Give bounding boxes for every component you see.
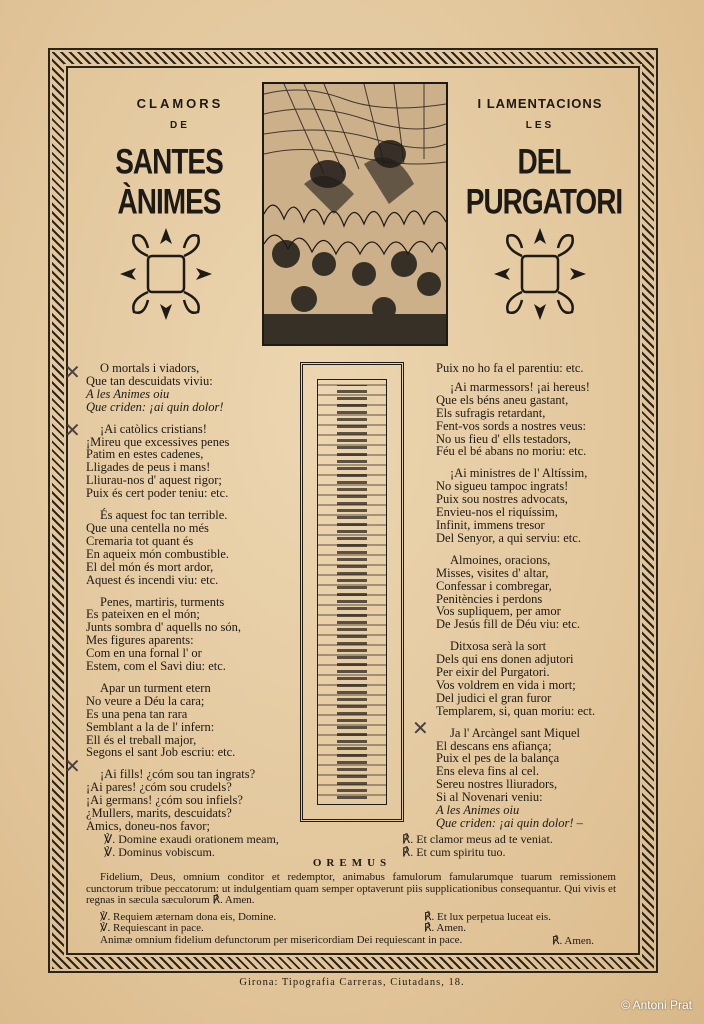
verse-line: Del judici el gran furor <box>436 690 552 705</box>
stanza <box>86 423 296 500</box>
verse-line: Es una pena tan rara <box>86 706 188 721</box>
verse-line: Misses, visites d' altar, <box>436 565 549 580</box>
title-right-mid: LES <box>525 120 555 131</box>
verse-line: Ditxosa serà la sort <box>450 639 547 654</box>
verse-line: Es pateixen en el món; <box>86 607 200 622</box>
verse-line: Que tan descuidats viviu: <box>86 373 213 388</box>
verse-line: No veure a Déu la cara; <box>86 693 205 708</box>
response-1: ℟. Et clamor meus ad te veniat. <box>402 832 553 846</box>
verse-line: Confessar i combregar, <box>436 578 552 593</box>
verse-line: Semblant a la de l' infern: <box>86 719 215 734</box>
verse-line: ¿Mullers, marits, descuidats? <box>86 806 232 821</box>
stanza <box>436 381 636 458</box>
verse-line: Puix és cert poder teniu: etc. <box>86 486 229 501</box>
prayer-text: Fidelium, Deus, omnium conditor et redemptor, animabus famulorum famularumque tuarum remissionem cunctorum tribue peccatorum: ut indulgentiam quam semper optaverunt piis supplicationibus consequantur. Qui vivis et regnas in sæcula sæculorum ℟. Amen. <box>86 871 616 906</box>
response-2: ℟. Et cum spiritu tuo. <box>402 845 506 859</box>
verse-line: Ell és el treball major, <box>86 732 197 747</box>
verse-line: Com en una fornal l' or <box>86 646 202 661</box>
verse-line: Almoines, oracions, <box>450 552 551 567</box>
versicle-2: ℣. Dominus vobiscum. <box>104 845 215 859</box>
poem-right-column <box>436 362 636 839</box>
stanza <box>86 596 296 673</box>
verse-line: Lligades de peus i mans! <box>86 460 211 475</box>
versicle-requiem: ℣. Requiem æternam dona eis, Domine. <box>100 911 277 923</box>
verse-line: Cremaria tot quant és <box>86 533 194 548</box>
oremus-heading: OREMUS <box>312 857 392 869</box>
verse-line: Els sufragis retardant, <box>436 405 546 420</box>
title-left-top: CLAMORS <box>136 96 224 111</box>
verse-line: El del món és mort ardor, <box>86 559 214 574</box>
verse-line: Si al Novenari veniu: <box>436 790 543 805</box>
verse-line: ¡Ai fills! ¿cóm sou tan ingrats? <box>100 767 256 782</box>
stanza <box>436 640 636 717</box>
verse-line: En aqueix món combustible. <box>86 546 230 561</box>
stanza <box>86 768 296 833</box>
verse-line: ¡Mireu que excessives penes <box>86 434 230 449</box>
verse-line: Ja l' Arcàngel sant Miquel <box>450 725 580 740</box>
verse-line: No sigueu tampoc ingrats! <box>436 479 569 494</box>
stanza <box>86 682 296 759</box>
verse-line: Que una centella no més <box>86 520 209 535</box>
verse-line: Puix no ho fa el parentiu: etc. <box>436 361 584 375</box>
verse-line: Patim en estes cadenes, <box>86 447 204 462</box>
title-left-mid: DE <box>170 120 190 131</box>
decorative-pillar <box>300 362 404 822</box>
verse-line: ¡Ai marmessors! ¡ai hereus! <box>450 379 590 394</box>
title-left-big: SANTES ÀNIMES <box>115 142 223 221</box>
response-amen: ℟. Amen. <box>424 922 467 934</box>
verse-line: Infinit, immens tresor <box>436 517 545 532</box>
verse-line: De Jesús fill de Déu viu: etc. <box>436 617 581 632</box>
verse-line: No us fieu d' ells testadors, <box>436 431 571 446</box>
poem-left-column <box>86 362 296 842</box>
verse-line: Que criden: ¡ai quin dolor! <box>86 399 224 414</box>
verse-line: És aquest foc tan terrible. <box>100 508 228 523</box>
verse-line: Fent-vos sords a nostres veus: <box>436 418 586 433</box>
stanza <box>436 727 636 830</box>
stanza <box>86 362 296 414</box>
verse-line: Ens eleva fins al cel. <box>436 764 540 779</box>
handwritten-x-mark: ✕ <box>64 418 81 442</box>
verse-line: Lliurau-nos d' aquest rigor; <box>86 473 222 488</box>
verse-line: A les Animes oiu <box>436 803 520 818</box>
verse-line: A les Animes oiu <box>86 386 170 401</box>
stanza <box>436 554 636 631</box>
verse-line: Penes, martiris, turments <box>100 594 225 609</box>
ornament-right-icon <box>494 228 586 320</box>
verse-line: Del Senyor, a qui serviu: etc. <box>436 530 581 545</box>
verse-line: ¡Ai germans! ¿cóm sou infiels? <box>86 793 243 808</box>
title-right-big: DEL PURGATORI <box>465 142 623 221</box>
verse-line: Vos voldrem en vida i mort; <box>436 677 576 692</box>
stanza <box>436 467 636 544</box>
verse-line: El descans ens afiança; <box>436 738 552 753</box>
verse-line: Penitències i perdons <box>436 591 543 606</box>
title-right-top: I LAMENTACIONS <box>477 96 603 111</box>
stanza <box>86 509 296 586</box>
verse-line: Aquest és incendi viu: etc. <box>86 572 219 587</box>
verse-line: Apar un turment etern <box>100 680 211 695</box>
verse-line: O mortals i viadors, <box>100 361 200 375</box>
verse-line: ¡Ai catòlics cristians! <box>100 421 207 436</box>
pillar-vine-ornament <box>337 385 367 799</box>
versicle-1: ℣. Domine exaudi orationem meam, <box>104 832 279 846</box>
photo-credit: © Antoni Prat <box>621 998 692 1012</box>
stanza <box>436 362 636 375</box>
verse-line: Vos supliquem, per amor <box>436 604 561 619</box>
handwritten-x-mark: ✕ <box>412 716 429 740</box>
verse-line: Junts sombra d' aquells no són, <box>86 620 242 635</box>
verse-line: Estem, com el Savi diu: etc. <box>86 659 226 674</box>
versicle-requiescant: ℣. Requiescant in pace. <box>100 922 204 934</box>
verse-line: Dels qui ens donen adjutori <box>436 652 574 667</box>
verse-line: Puix el pes de la balança <box>436 751 560 766</box>
verse-line: Templarem, si, quan moriu: ect. <box>436 703 596 718</box>
verse-line: ¡Ai pares! ¿cóm sou crudels? <box>86 780 232 795</box>
handwritten-x-mark: ✕ <box>64 360 81 384</box>
handwritten-x-mark: ✕ <box>64 754 81 778</box>
verse-line: Puix sou nostres advocats, <box>436 492 568 507</box>
printer-imprint: Girona: Tipografia Carreras, Ciutadans, 18. <box>239 977 465 988</box>
verse-line: Féu el bé abans no moriu: etc. <box>436 444 587 459</box>
woodcut-souls-in-purgatory-image <box>262 82 448 346</box>
verse-line: Amics, doneu-nos favor; <box>86 819 210 833</box>
verse-line: ¡Ai ministres de l' Altíssim, <box>450 466 588 481</box>
verse-line: Mes figures aparents: <box>86 633 194 648</box>
verse-line: Envieu-nos el riquíssim, <box>436 505 558 520</box>
verse-line: Sereu nostres lliuradors, <box>436 777 558 792</box>
verse-line: Per eixir del Purgatori. <box>436 665 550 680</box>
final-prayer: Animæ omnium fidelium defunctorum per misericordiam Dei requiescant in pace. <box>100 934 463 946</box>
ornament-left-icon <box>120 228 212 320</box>
response-lux: ℟. Et lux perpetua luceat eis. <box>424 911 551 923</box>
verse-line: Segons el sant Job escriu: etc. <box>86 745 236 760</box>
verse-line: Que els béns aneu gastant, <box>436 392 569 407</box>
final-amen: ℟. Amen. <box>552 935 595 947</box>
verse-line: Que criden: ¡ai quin dolor! – <box>436 816 583 830</box>
